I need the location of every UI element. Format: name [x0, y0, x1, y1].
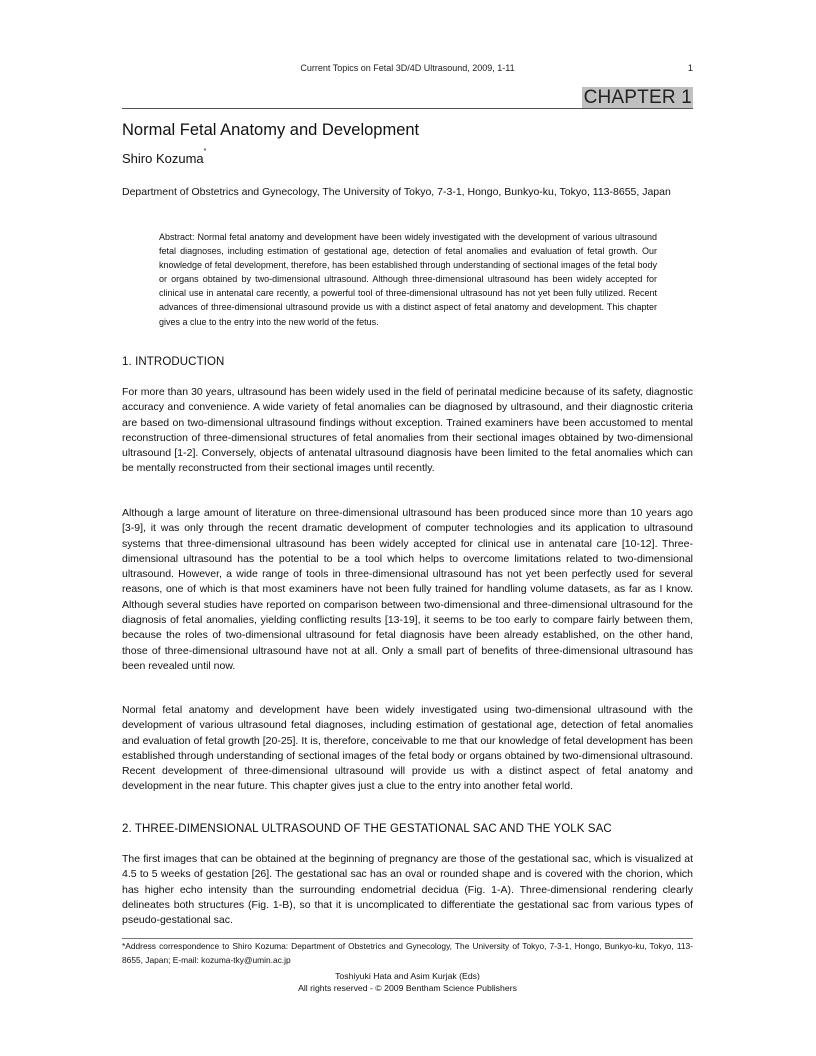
author-footnote-mark: *: [203, 148, 207, 155]
article-title: Normal Fetal Anatomy and Development: [122, 121, 420, 139]
correspondence-footnote: *Address correspondence to Shiro Kozuma: Department of Obstetrics and Gynecology, The University of Tokyo, 7-3-1, Hongo, Bunkyo-ku, Tokyo, 113-8655, Japan; E-mail: kozuma-tky@umin.ac.jp: [122, 941, 693, 965]
running-head: Current Topics on Fetal 3D/4D Ultrasound, 2009, 1-11: [300, 63, 515, 73]
section-heading-gestational-sac: 2. THREE-DIMENSIONAL ULTRASOUND OF THE GESTATIONAL SAC AND THE YOLK SAC: [122, 823, 612, 835]
abstract-label: Abstract:: [159, 232, 195, 242]
paragraph: For more than 30 years, ultrasound has been widely used in the field of perinatal medicine because of its safety, diagnostic accuracy and convenience. A wide variety of fetal anomalies can be diagnosed by ultrasound, and their diagnostic criteria are based on two-dimensional ultrasound findings without exception. Trained examiners have been accustomed to mental reconstruction of three-dimensional structures of fetal anomalies from their sectional images obtained by two-dimensional ultrasound [1-2]. Conversely, objects of antenatal ultrasound diagnosis have been limited to the fetal anomalies which can be mentally reconstructed from their sectional images until recently.: [122, 386, 693, 475]
publication-credits: [122, 970, 693, 994]
page-number: 1: [687, 63, 693, 74]
section-heading-introduction: 1. INTRODUCTION: [122, 356, 225, 368]
author-line: [122, 148, 207, 166]
footnote-rule: [122, 938, 693, 939]
chapter-label: CHAPTER 1: [583, 87, 692, 108]
author-name: Shiro Kozuma: [122, 151, 204, 166]
copyright-line: All rights reserved - © 2009 Bentham Science Publishers: [298, 983, 517, 993]
paragraph: The first images that can be obtained at the beginning of pregnancy are those of the gestational sac, which is visualized at 4.5 to 5 weeks of gestation [26]. The gestational sac has an oval or rounded shape and is covered with the chorion, which has higher echo intensity than the surrounding endometrial decidua (Fig. 1-A). Three-dimensional rendering clearly delineates both structures (Fig. 1-B), so that it is uncomplicated to differentiate the gestational sac from various types of pseudo-gestational sac.: [122, 853, 693, 927]
paragraph: Although a large amount of literature on three-dimensional ultrasound has been produced since more than 10 years ago [3-9], it was only through the recent dramatic development of computer technologies and its application to ultrasound systems that three-dimensional ultrasound has been widely accepted for clinical use in antenatal care [10-12]. Three-dimensional ultrasound has the potential to be a tool which helps to overcome limitations related to two-dimensional ultrasound. However, a wide range of tools in three-dimensional ultrasound has not yet been perfectly used for several reasons, one of which is that most examiners have not been fully trained for handling volume datasets, as far as I know. Although several studies have reported on comparison between two-dimensional and three-dimensional ultrasound for the diagnosis of fetal anomalies, yielding conflicting results [13-19], it seems to be too early to compare fairly between them, because the roles of two-dimensional ultrasound for fetal diagnosis have been already established, on the other hand, those of three-dimensional ultrasound have not at all. Only a small part of benefits of three-dimensional ultrasound has been revealed until now.: [122, 507, 693, 672]
editors-line: Toshiyuki Hata and Asim Kurjak (Eds): [335, 971, 480, 981]
affiliation: Department of Obstetrics and Gynecology, The University of Tokyo, 7-3-1, Hongo, Bunkyo-ku, Tokyo, 113-8655, Japan: [122, 186, 671, 198]
abstract: [159, 230, 657, 329]
paragraph: Normal fetal anatomy and development have been widely investigated using two-dimensional ultrasound with the development of various ultrasound fetal diagnoses, including estimation of gestational age, detection of fetal anomalies and evaluation of fetal growth [20-25]. It is, therefore, conceivable to me that our knowledge of fetal development has been established through understanding of sectional images of the fetal body or organs obtained by two-dimensional ultrasound. Recent development of three-dimensional ultrasound will provide us with a distinct aspect of fetal anatomy and development in the near future. This chapter gives just a clue to the entry into another fetal world.: [122, 704, 693, 793]
header-rule: [122, 108, 693, 109]
abstract-text: Normal fetal anatomy and development have been widely investigated with the development of various ultrasound fetal diagnoses, including estimation of gestational age, detection of fetal anomalies and evaluation of fetal growth. Our knowledge of fetal development, therefore, has been established through understanding of sectional images of the fetal body or organs obtained by two-dimensional ultrasound. Although three-dimensional ultrasound has been widely accepted for clinical use in antenatal care recently, a powerful tool of three-dimensional ultrasound has not yet been fully utilized. Recent advances of three-dimensional ultrasound provide us with a distinct aspect of fetal anatomy and development. This chapter gives a clue to the entry into the new world of the fetus.: [159, 232, 657, 327]
